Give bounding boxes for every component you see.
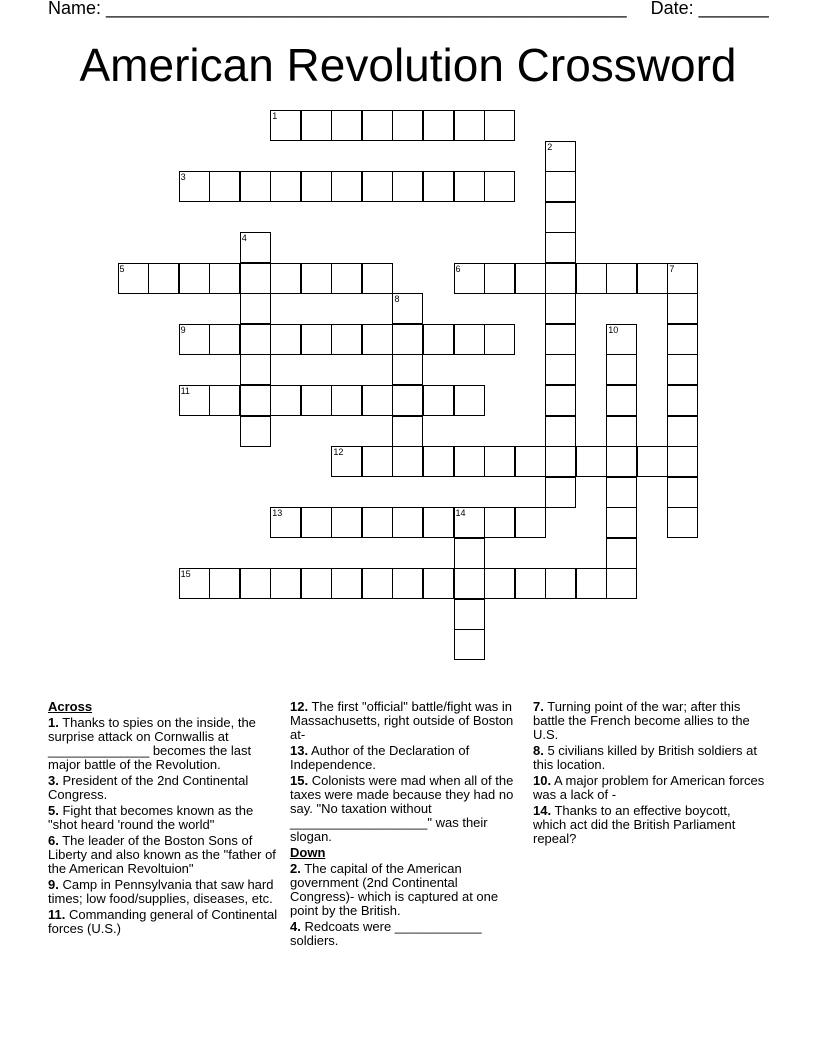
date-label: Date:	[650, 0, 694, 18]
grid-cell[interactable]	[301, 263, 332, 294]
grid-cell[interactable]	[545, 171, 576, 202]
grid-cell[interactable]	[301, 568, 332, 599]
grid-cell[interactable]	[240, 171, 271, 202]
clue-number: 14.	[533, 803, 552, 818]
grid-cell[interactable]	[545, 477, 576, 508]
grid-cell[interactable]	[484, 507, 515, 538]
grid-cell[interactable]	[545, 141, 576, 172]
grid-cell[interactable]	[667, 507, 698, 538]
down-clue	[533, 700, 765, 742]
clue-text: The leader of the Boston Sons of Liberty and also known as the "father of the American Revoltuion"	[48, 833, 276, 876]
clue-number: 15	[180, 569, 191, 580]
clue-number: 2	[547, 141, 553, 152]
grid-cell[interactable]	[484, 568, 515, 599]
grid-cell[interactable]	[392, 354, 423, 385]
clue-number: 4	[241, 233, 247, 244]
grid-cell[interactable]	[148, 263, 179, 294]
grid-cell[interactable]	[392, 293, 423, 324]
grid-cell[interactable]	[454, 507, 485, 538]
grid-cell[interactable]	[270, 324, 301, 355]
grid-cell[interactable]	[667, 354, 698, 385]
grid-cell[interactable]	[301, 324, 332, 355]
grid-cell[interactable]	[209, 385, 240, 416]
grid-cell[interactable]	[179, 385, 210, 416]
clue-number: 7	[669, 263, 675, 274]
clues-column-2	[290, 700, 522, 950]
clue-number: 3	[180, 172, 186, 183]
clue-text: The capital of the American government (2nd Continental Congress)- which is captured at one point by the British.	[290, 861, 499, 918]
clue-number: 10.	[533, 773, 552, 788]
grid-cell[interactable]	[454, 629, 485, 660]
grid-cell[interactable]	[606, 507, 637, 538]
grid-cell[interactable]	[606, 354, 637, 385]
clues-column-1	[48, 700, 280, 938]
grid-cell[interactable]	[362, 446, 393, 477]
clue-text: Turning point of the war; after this battle the French become allies to the U.S.	[533, 699, 750, 742]
across-clue	[290, 700, 522, 742]
grid-cell[interactable]	[545, 263, 576, 294]
grid-cell[interactable]	[454, 263, 485, 294]
grid-cell[interactable]	[392, 416, 423, 447]
grid-cell[interactable]	[331, 568, 362, 599]
clue-number: 9	[180, 324, 186, 335]
grid-cell[interactable]	[484, 263, 515, 294]
clues-column-3	[533, 700, 765, 848]
clue-number: 11	[180, 385, 190, 396]
clue-text: Fight that becomes known as the "shot heard 'round the world"	[48, 803, 254, 832]
grid-cell[interactable]	[606, 568, 637, 599]
grid-cell[interactable]	[331, 385, 362, 416]
grid-cell[interactable]	[637, 263, 668, 294]
clue-number: 5.	[48, 803, 59, 818]
clue-number: 8.	[533, 743, 544, 758]
grid-cell[interactable]	[301, 385, 332, 416]
grid-cell[interactable]	[301, 171, 332, 202]
grid-cell[interactable]	[545, 293, 576, 324]
grid-cell[interactable]	[362, 263, 393, 294]
across-heading: Across	[48, 699, 93, 714]
grid-cell[interactable]	[606, 538, 637, 569]
grid-cell[interactable]	[454, 446, 485, 477]
grid-cell[interactable]	[331, 446, 362, 477]
grid-cell[interactable]	[392, 110, 423, 141]
grid-cell[interactable]	[240, 568, 271, 599]
name-label: Name:	[48, 0, 102, 18]
grid-cell[interactable]	[484, 446, 515, 477]
across-clue	[290, 744, 522, 772]
clue-number: 3.	[48, 773, 59, 788]
grid-cell[interactable]	[667, 385, 698, 416]
grid-cell[interactable]	[545, 568, 576, 599]
grid-cell[interactable]	[362, 385, 393, 416]
grid-cell[interactable]	[545, 354, 576, 385]
grid-cell[interactable]	[606, 324, 637, 355]
grid-cell[interactable]	[576, 263, 607, 294]
grid-cell[interactable]	[545, 232, 576, 263]
grid-cell[interactable]	[179, 171, 210, 202]
grid-cell[interactable]	[270, 263, 301, 294]
grid-cell[interactable]	[576, 446, 607, 477]
clue-number: 12	[333, 447, 344, 458]
grid-cell[interactable]	[484, 110, 515, 141]
grid-cell[interactable]	[667, 446, 698, 477]
clue-number: 1.	[48, 715, 59, 730]
grid-cell[interactable]	[209, 263, 240, 294]
clue-number: 15.	[290, 773, 309, 788]
grid-cell[interactable]	[667, 477, 698, 508]
grid-cell[interactable]	[545, 446, 576, 477]
grid-cell[interactable]	[545, 202, 576, 233]
grid-cell[interactable]	[515, 263, 546, 294]
across-clue	[48, 908, 280, 936]
grid-cell[interactable]	[392, 568, 423, 599]
clue-text: Colonists were mad when all of the taxes were made because they had no say. "No taxation without ___________________" was their slogan.	[290, 773, 514, 844]
clue-text: President of the 2nd Continental Congress.	[48, 773, 249, 802]
grid-cell[interactable]	[515, 507, 546, 538]
grid-cell[interactable]	[179, 263, 210, 294]
grid-cell[interactable]	[362, 171, 393, 202]
across-clue	[48, 774, 280, 802]
clue-number: 8	[394, 294, 400, 305]
clue-text: Camp in Pennsylvania that saw hard times; low food/supplies, diseases, etc.	[48, 877, 274, 906]
clue-number: 14	[455, 508, 466, 519]
grid-cell[interactable]	[179, 324, 210, 355]
grid-cell[interactable]	[515, 446, 546, 477]
grid-cell[interactable]	[423, 385, 454, 416]
down-heading: Down	[290, 845, 326, 860]
clue-number: 12.	[290, 699, 309, 714]
grid-cell[interactable]	[331, 507, 362, 538]
clue-text: A major problem for American forces was a lack of -	[533, 773, 765, 802]
grid-cell[interactable]	[454, 171, 485, 202]
grid-cell[interactable]	[667, 416, 698, 447]
grid-cell[interactable]	[515, 568, 546, 599]
grid-cell[interactable]	[331, 110, 362, 141]
clue-text: 5 civilians killed by British soldiers at this location.	[533, 743, 757, 772]
clue-number: 13	[272, 508, 283, 519]
grid-cell[interactable]	[240, 385, 271, 416]
grid-cell[interactable]	[270, 171, 301, 202]
grid-cell[interactable]	[667, 324, 698, 355]
grid-cell[interactable]	[423, 568, 454, 599]
clue-text: Thanks to spies on the inside, the surprise attack on Cornwallis at ______________ becomes the last major battle of the Revolution.	[48, 715, 256, 772]
grid-cell[interactable]	[209, 171, 240, 202]
grid-cell[interactable]	[545, 385, 576, 416]
clue-number: 7.	[533, 699, 544, 714]
grid-cell[interactable]	[667, 293, 698, 324]
grid-cell[interactable]	[240, 293, 271, 324]
down-clue	[290, 862, 522, 918]
clue-number: 1	[272, 111, 278, 121]
grid-cell[interactable]	[240, 354, 271, 385]
grid-cell[interactable]	[454, 538, 485, 569]
grid-cell[interactable]	[392, 324, 423, 355]
page-title: American Revolution Crossword	[79, 39, 737, 91]
grid-cell[interactable]	[362, 324, 393, 355]
grid-cell[interactable]	[240, 324, 271, 355]
grid-cell[interactable]	[362, 568, 393, 599]
grid-cell[interactable]	[454, 568, 485, 599]
clue-text: Author of the Declaration of Independence.	[290, 743, 470, 772]
grid-cell[interactable]	[423, 171, 454, 202]
grid-cell[interactable]	[331, 171, 362, 202]
clue-text: Thanks to an effective boycott, which act did the British Parliament repeal?	[533, 803, 736, 846]
grid-cell[interactable]	[545, 416, 576, 447]
clue-number: 4.	[290, 919, 301, 934]
down-clue	[533, 804, 765, 846]
grid-cell[interactable]	[331, 324, 362, 355]
grid-cell[interactable]	[392, 171, 423, 202]
clue-number: 6	[455, 263, 461, 274]
clue-number: 10	[608, 324, 619, 335]
grid-cell[interactable]	[667, 263, 698, 294]
grid-cell[interactable]	[331, 263, 362, 294]
grid-cell[interactable]	[301, 110, 332, 141]
grid-cell[interactable]	[270, 507, 301, 538]
grid-cell[interactable]	[118, 263, 149, 294]
clue-number: 5	[119, 263, 125, 274]
name-blank[interactable]: ____________________________________________________	[106, 0, 627, 18]
across-clue	[48, 878, 280, 906]
grid-cell[interactable]	[576, 568, 607, 599]
clue-text: Commanding general of Continental forces (U.S.)	[48, 907, 278, 936]
grid-cell[interactable]	[484, 324, 515, 355]
grid-cell[interactable]	[423, 507, 454, 538]
grid-cell[interactable]	[606, 416, 637, 447]
grid-cell[interactable]	[270, 568, 301, 599]
clue-number: 13.	[290, 743, 309, 758]
grid-cell[interactable]	[545, 324, 576, 355]
grid-cell[interactable]	[301, 507, 332, 538]
grid-cell[interactable]	[240, 416, 271, 447]
grid-cell[interactable]	[270, 385, 301, 416]
grid-cell[interactable]	[454, 385, 485, 416]
grid-cell[interactable]	[270, 110, 301, 141]
grid-cell[interactable]	[423, 110, 454, 141]
grid-cell[interactable]	[209, 324, 240, 355]
grid-cell[interactable]	[454, 599, 485, 630]
clue-number: 9.	[48, 877, 59, 892]
grid-cell[interactable]	[606, 446, 637, 477]
grid-cell[interactable]	[454, 324, 485, 355]
clue-text: Redcoats were ____________ soldiers.	[290, 919, 482, 948]
down-clue	[533, 744, 765, 772]
down-clue	[290, 920, 522, 948]
grid-cell[interactable]	[606, 263, 637, 294]
clue-number: 6.	[48, 833, 59, 848]
grid-cell[interactable]	[484, 171, 515, 202]
grid-cell[interactable]	[209, 568, 240, 599]
across-clue	[290, 774, 522, 844]
grid-cell[interactable]	[392, 446, 423, 477]
grid-cell[interactable]	[423, 446, 454, 477]
grid-cell[interactable]	[637, 446, 668, 477]
grid-cell[interactable]	[362, 507, 393, 538]
grid-cell[interactable]	[179, 568, 210, 599]
across-clue	[48, 716, 280, 772]
date-blank[interactable]: _______	[698, 0, 769, 18]
grid-cell[interactable]	[362, 110, 393, 141]
grid-cell[interactable]	[454, 110, 485, 141]
clue-number: 11.	[48, 907, 66, 922]
grid-cell[interactable]	[240, 232, 271, 263]
grid-cell[interactable]	[423, 324, 454, 355]
clue-text: The first "official" battle/fight was in Massachusetts, right outside of Boston at-	[290, 699, 514, 742]
grid-cell[interactable]	[606, 477, 637, 508]
grid-cell[interactable]	[392, 507, 423, 538]
across-clue	[48, 804, 280, 832]
clue-number: 2.	[290, 861, 301, 876]
down-clue	[533, 774, 765, 802]
grid-cell[interactable]	[240, 263, 271, 294]
across-clue	[48, 834, 280, 876]
grid-cell[interactable]	[392, 385, 423, 416]
grid-cell[interactable]	[606, 385, 637, 416]
